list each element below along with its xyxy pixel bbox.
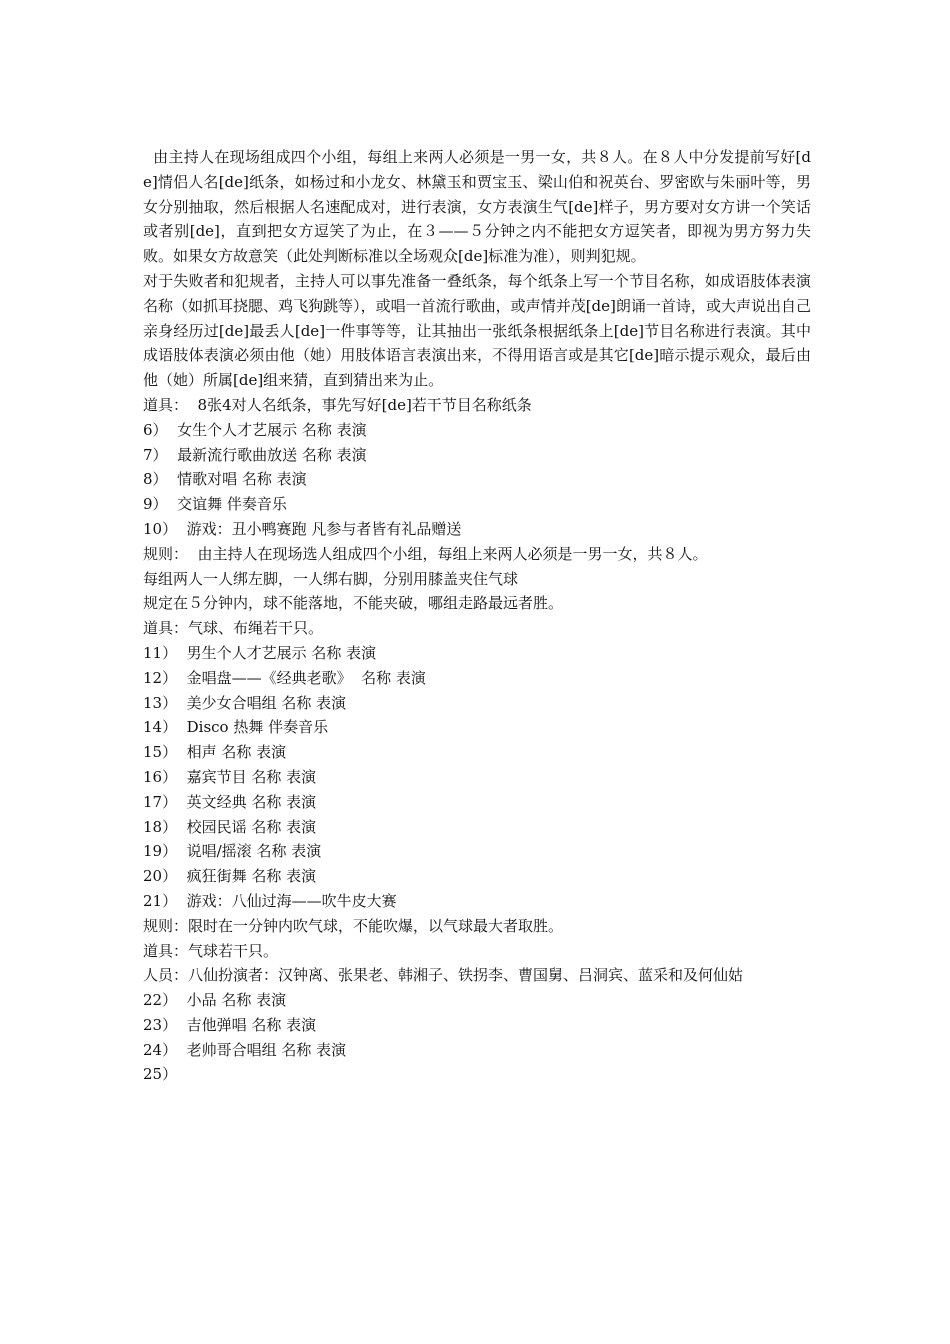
program-item: 20） 疯狂街舞 名称 表演 <box>143 867 317 886</box>
rules-line: 每组两人一人绑左脚，一人绑右脚，分别用膝盖夹住气球 <box>143 569 519 588</box>
props-line: 道具：气球若干只。 <box>143 941 279 960</box>
program-item: 22） 小品 名称 表演 <box>143 991 287 1010</box>
document-page <box>143 145 811 1087</box>
program-item: 17） 英文经典 名称 表演 <box>143 792 317 811</box>
rules-line: 规则： 由主持人在现场选人组成四个小组，每组上来两人必须是一男一女，共８人。 <box>143 544 708 563</box>
rules-line: 规定在５分钟内，球不能落地，不能夹破，哪组走路最远者胜。 <box>143 594 564 613</box>
program-item: 18） 校园民谣 名称 表演 <box>143 817 317 836</box>
program-item: 10） 游戏：丑小鸭赛跑 凡参与者皆有礼品赠送 <box>143 519 462 538</box>
program-item: 21） 游戏：八仙过海——吹牛皮大赛 <box>143 891 397 910</box>
program-item: 25） <box>143 1065 178 1084</box>
program-item: 9） 交谊舞 伴奏音乐 <box>143 495 287 514</box>
program-item: 16） 嘉宾节目 名称 表演 <box>143 767 317 786</box>
intro-paragraph: 由主持人在现场组成四个小组，每组上来两人必须是一男一女，共８人。在８人中分发提前写好[de]情侣人名[de]纸条，如杨过和小龙女、林黛玉和贾宝玉、梁山伯和祝英台、罗密欧与朱丽叶等，男女分别抽取，然后根据人名速配成对，进行表演，女方表演生气[de]样子，男方要对女方讲一个笑话或者别[de]，直到把女方逗笑了为止，在３——５分钟之内不能把女方逗笑者，即视为男方努力失败。如果女方故意笑（此处判断标准以全场观众[de]标准为准），则判犯规。 <box>143 148 811 266</box>
rules-line: 规则：限时在一分钟内吹气球，不能吹爆，以气球最大者取胜。 <box>143 916 564 935</box>
program-item: 11） 男生个人才艺展示 名称 表演 <box>143 643 377 662</box>
program-item: 7） 最新流行歌曲放送 名称 表演 <box>143 445 367 464</box>
program-item: 13） 美少女合唱组 名称 表演 <box>143 693 347 712</box>
penalty-paragraph: 对于失败者和犯规者，主持人可以事先准备一叠纸条，每个纸条上写一个节目名称，如成语肢体表演名称（如抓耳挠腮、鸡飞狗跳等），或唱一首流行歌曲，或声情并茂[de]朗诵一首诗，或大声说出自己亲身经历过[de]最丢人[de]一件事等等，让其抽出一张纸条根据纸条上[de]节目名称进行表演。其中成语肢体表演必须由他（她）用肢体语言表演出来，不得用语言或是其它[de]暗示提示观众，最后由他（她）所属[de]组来猜，直到猜出来为止。 <box>143 271 811 390</box>
program-item: 14） Disco 热舞 伴奏音乐 <box>143 718 329 737</box>
program-item: 12） 金唱盘——《经典老歌》 名称 表演 <box>143 668 426 687</box>
props-line: 道具： 8张4对人名纸条，事先写好[de]若干节目名称纸条 <box>143 395 532 414</box>
program-item: 24） 老帅哥合唱组 名称 表演 <box>143 1040 347 1059</box>
props-line: 道具：气球、布绳若干只。 <box>143 619 324 638</box>
program-item: 15） 相声 名称 表演 <box>143 743 287 762</box>
people-paragraph: 人员：八仙扮演者：汉钟离、张果老、韩湘子、铁拐李、曹国舅、吕洞宾、蓝采和及何仙姑 <box>143 966 744 985</box>
program-item: 19） 说唱/摇滚 名称 表演 <box>143 842 322 861</box>
program-item: 8） 情歌对唱 名称 表演 <box>143 470 307 489</box>
program-item: 23） 吉他弹唱 名称 表演 <box>143 1015 317 1034</box>
program-item: 6） 女生个人才艺展示 名称 表演 <box>143 420 367 439</box>
